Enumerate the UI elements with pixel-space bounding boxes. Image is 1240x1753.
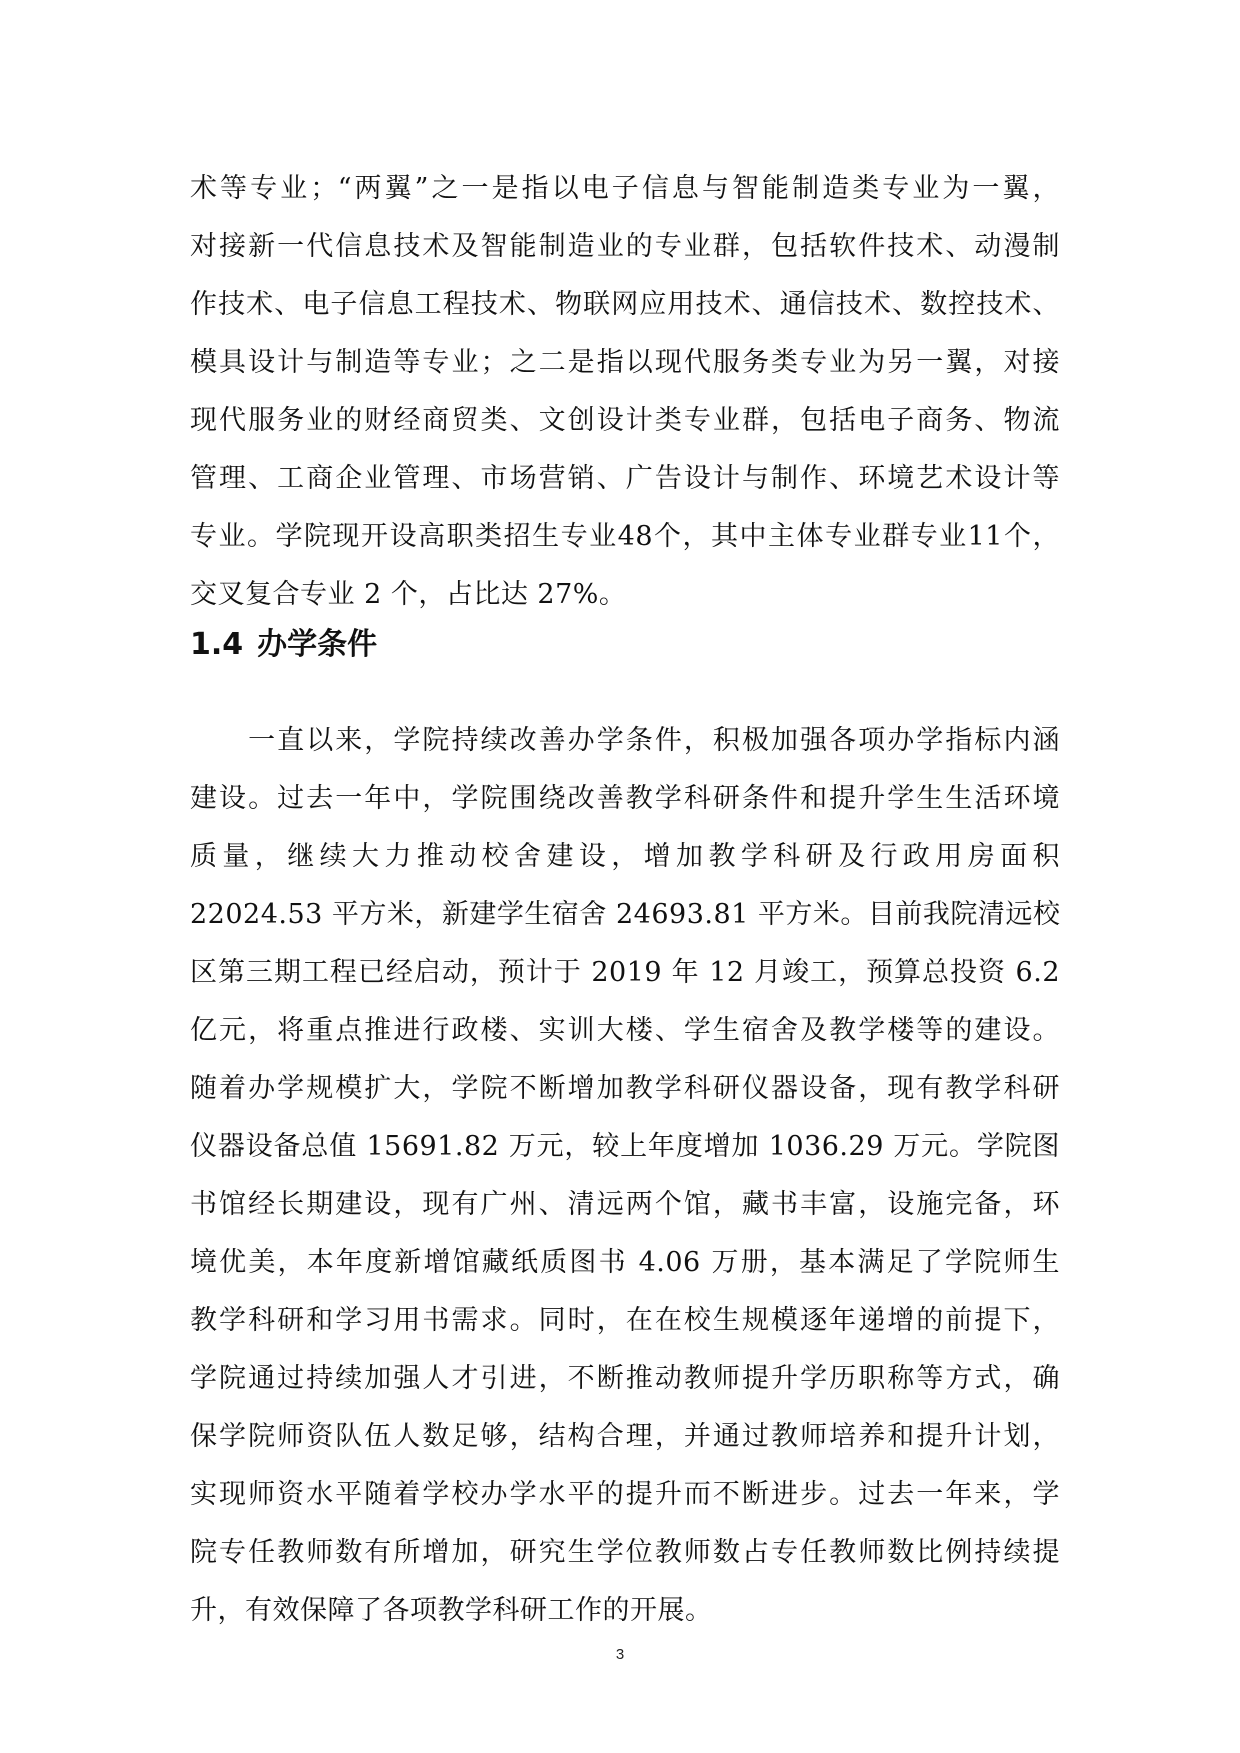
body-paragraph-2: [190, 712, 1060, 1640]
paragraph-line: 质量，继续大力推动校舍建设，增加教学科研及行政用房面积: [190, 841, 1060, 872]
paragraph-line: 书馆经长期建设，现有广州、清远两个馆，藏书丰富，设施完备，环: [190, 1189, 1060, 1220]
paragraph-line: 对接新一代信息技术及智能制造业的专业群，包括软件技术、动漫制: [190, 231, 1060, 262]
paragraph-line: 区第三期工程已经启动，预计于 2019 年 12 月竣工，预算总投资 6.2: [190, 957, 1060, 988]
paragraph-line: 亿元，将重点推进行政楼、实训大楼、学生宿舍及教学楼等的建设。: [190, 1015, 1060, 1046]
paragraph-line: 随着办学规模扩大，学院不断增加教学科研仪器设备，现有教学科研: [190, 1073, 1060, 1104]
paragraph-line: 一直以来，学院持续改善办学条件，积极加强各项办学指标内涵: [190, 725, 1060, 756]
section-heading: [190, 620, 377, 670]
section-title: 办学条件: [257, 627, 378, 662]
paragraph-line: 实现师资水平随着学校办学水平的提升而不断进步。过去一年来，学: [190, 1479, 1060, 1510]
paragraph-line: 建设。过去一年中，学院围绕改善教学科研条件和提升学生生活环境: [190, 783, 1060, 814]
section-number: 1.4: [190, 627, 244, 662]
paragraph-line: 境优美，本年度新增馆藏纸质图书 4.06 万册，基本满足了学院师生: [190, 1247, 1060, 1278]
paragraph-line: 教学科研和学习用书需求。同时，在在校生规模逐年递增的前提下，: [190, 1305, 1060, 1336]
paragraph-line: 学院通过持续加强人才引进，不断推动教师提升学历职称等方式，确: [190, 1363, 1060, 1394]
paragraph-line: 模具设计与制造等专业；之二是指以现代服务类专业为另一翼，对接: [190, 347, 1060, 378]
paragraph-line: 院专任教师数有所增加，研究生学位教师数占专任教师数比例持续提: [190, 1537, 1060, 1568]
paragraph-line: 保学院师资队伍人数足够，结构合理，并通过教师培养和提升计划，: [190, 1421, 1060, 1452]
paragraph-line: 仪器设备总值 15691.82 万元，较上年度增加 1036.29 万元。学院图: [190, 1131, 1060, 1162]
paragraph-line: 升，有效保障了各项教学科研工作的开展。: [190, 1595, 713, 1626]
paragraph-line: 管理、工商企业管理、市场营销、广告设计与制作、环境艺术设计等: [190, 463, 1060, 494]
body-paragraph-1: [190, 160, 1060, 624]
paragraph-line: 交叉复合专业 2 个，占比达 27%。: [190, 579, 627, 610]
paragraph-line: 术等专业；“两翼”之一是指以电子信息与智能制造类专业为一翼，: [190, 173, 1060, 204]
paragraph-line: 现代服务业的财经商贸类、文创设计类专业群，包括电子商务、物流: [190, 405, 1060, 436]
paragraph-line: 作技术、电子信息工程技术、物联网应用技术、通信技术、数控技术、: [190, 289, 1060, 320]
paragraph-line: 专业。学院现开设高职类招生专业48个，其中主体专业群专业11个，: [190, 521, 1060, 552]
page-number: 3: [615, 1646, 625, 1663]
paragraph-line: 22024.53 平方米，新建学生宿舍 24693.81 平方米。目前我院清远校: [190, 899, 1061, 930]
